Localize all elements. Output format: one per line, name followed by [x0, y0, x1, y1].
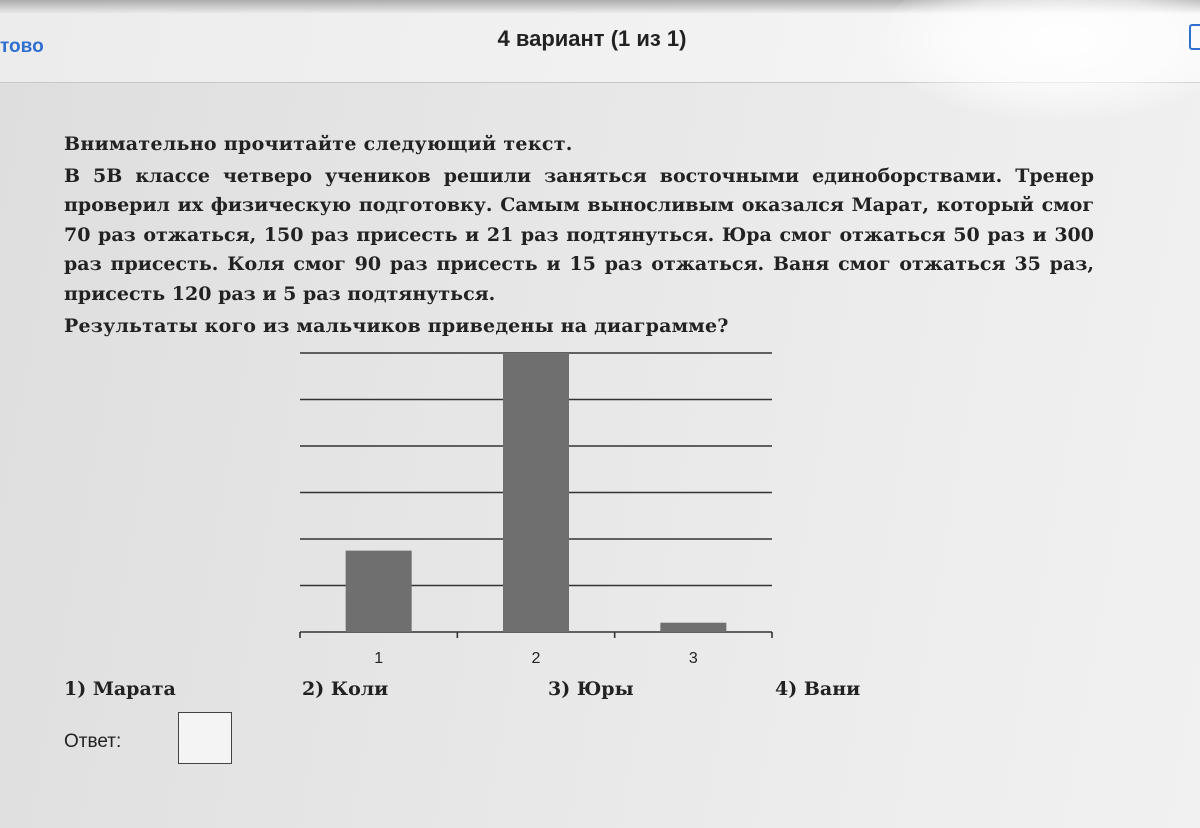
answer-input[interactable] — [178, 712, 232, 764]
page-title: 4 вариант (1 из 1) — [497, 26, 687, 51]
task-paragraph: В 5В классе четверо учеников решили заняться восточными единоборствами. Тренер проверил их физическую подготовку. Самым выносливым оказался Марат, который смог 70 раз отжаться, 150 раз присесть и 21 раз подтянуться. Юра смог отжаться 50 раз и 300 раз присесть. Коля смог 90 раз присесть и 15 раз отжаться. Ваня смог отжаться 35 раз, присесть 120 раз и 5 раз подтянуться. — [64, 164, 1094, 305]
answer-label: Ответ: — [64, 731, 122, 752]
bar-3 — [660, 623, 726, 632]
task-text — [64, 130, 1094, 342]
done-button[interactable]: тово — [0, 36, 44, 57]
bar-2 — [503, 353, 569, 632]
option-1[interactable]: 1) Марата — [64, 678, 176, 700]
option-3[interactable]: 3) Юры — [548, 678, 634, 700]
option-4[interactable]: 4) Вани — [775, 678, 861, 700]
question-text: Результаты кого из мальчиков приведены на диаграмме? — [64, 315, 729, 337]
share-icon[interactable] — [1189, 24, 1200, 50]
x-tick-label: 1 — [374, 650, 384, 667]
x-tick-label: 3 — [688, 650, 698, 667]
bar-chart — [290, 345, 780, 675]
option-2[interactable]: 2) Коли — [302, 678, 389, 700]
bar-1 — [346, 551, 412, 632]
x-tick-label: 2 — [531, 650, 541, 667]
instruction-text: Внимательно прочитайте следующий текст. — [64, 133, 573, 155]
screen-glare — [880, 0, 1200, 120]
